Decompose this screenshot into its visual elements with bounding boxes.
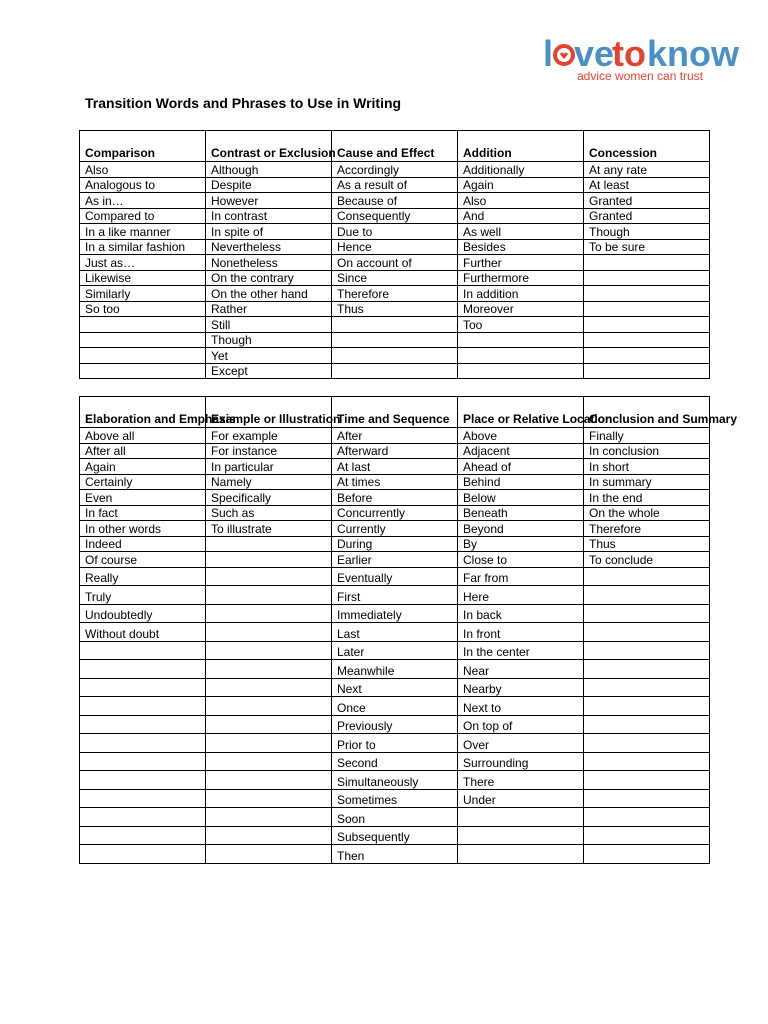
table-cell bbox=[584, 752, 710, 771]
table-row bbox=[80, 771, 710, 790]
table-cell: Due to bbox=[332, 224, 458, 240]
table-cell: For instance bbox=[206, 443, 332, 459]
table-cell bbox=[584, 332, 710, 348]
svg-text:to: to bbox=[612, 33, 646, 74]
table-cell bbox=[80, 363, 206, 379]
table-cell bbox=[584, 363, 710, 379]
transition-table-2 bbox=[79, 396, 738, 864]
table-cell: Though bbox=[206, 332, 332, 348]
table-cell: Nearby bbox=[458, 678, 584, 697]
table-cell bbox=[458, 826, 584, 845]
table-cell bbox=[584, 317, 710, 333]
table-cell bbox=[80, 678, 206, 697]
table-cell bbox=[206, 586, 332, 605]
svg-text:ve: ve bbox=[574, 33, 615, 74]
table-cell bbox=[458, 332, 584, 348]
column-header: Conclusion and Summary bbox=[584, 397, 710, 428]
table-cell: Close to bbox=[458, 552, 584, 568]
table-cell bbox=[80, 660, 206, 679]
table-cell bbox=[80, 826, 206, 845]
table-row bbox=[80, 734, 710, 753]
table-cell bbox=[332, 332, 458, 348]
table-cell bbox=[584, 348, 710, 364]
table-cell bbox=[206, 552, 332, 568]
table-cell: However bbox=[206, 193, 332, 209]
table-cell: Behind bbox=[458, 474, 584, 490]
table-cell: Indeed bbox=[80, 536, 206, 552]
table-cell: Therefore bbox=[584, 521, 710, 537]
column-header: Cause and Effect bbox=[332, 131, 458, 162]
table-cell: On top of bbox=[458, 715, 584, 734]
table-cell: Granted bbox=[584, 193, 710, 209]
table-cell: Just as… bbox=[80, 255, 206, 271]
table-cell: Truly bbox=[80, 586, 206, 605]
table-row bbox=[80, 443, 710, 459]
table-cell: In short bbox=[584, 459, 710, 475]
table-cell: Afterward bbox=[332, 443, 458, 459]
table-cell: In the end bbox=[584, 490, 710, 506]
table-cell: After all bbox=[80, 443, 206, 459]
table-cell: Prior to bbox=[332, 734, 458, 753]
column-header: Contrast or Exclusion bbox=[206, 131, 332, 162]
table-cell: After bbox=[332, 428, 458, 444]
table-cell: Further bbox=[458, 255, 584, 271]
column-header: Time and Sequence bbox=[332, 397, 458, 428]
table-row bbox=[80, 208, 710, 224]
table-cell: Although bbox=[206, 162, 332, 178]
table-row bbox=[80, 641, 710, 660]
table-cell: Subsequently bbox=[332, 826, 458, 845]
svg-text:l: l bbox=[543, 33, 554, 74]
table-cell: Previously bbox=[332, 715, 458, 734]
column-header: Concession bbox=[584, 131, 710, 162]
table-row bbox=[80, 162, 710, 178]
table-cell: First bbox=[332, 586, 458, 605]
table-cell: There bbox=[458, 771, 584, 790]
table-row bbox=[80, 697, 710, 716]
table-cell bbox=[584, 771, 710, 790]
table-cell: Still bbox=[206, 317, 332, 333]
table-cell: Over bbox=[458, 734, 584, 753]
table-cell bbox=[206, 678, 332, 697]
column-header: Addition bbox=[458, 131, 584, 162]
table-cell bbox=[584, 623, 710, 642]
logo-wordmark bbox=[543, 33, 740, 74]
page-title: Transition Words and Phrases to Use in Writing bbox=[85, 95, 402, 111]
table-cell: In a like manner bbox=[80, 224, 206, 240]
table-cell: Immediately bbox=[332, 604, 458, 623]
table-cell bbox=[584, 586, 710, 605]
table-cell: Such as bbox=[206, 505, 332, 521]
table-cell bbox=[584, 734, 710, 753]
table-cell bbox=[584, 567, 710, 586]
table-cell: Without doubt bbox=[80, 623, 206, 642]
table-cell bbox=[206, 845, 332, 864]
table-row bbox=[80, 270, 710, 286]
table-cell bbox=[206, 567, 332, 586]
table-cell: Except bbox=[206, 363, 332, 379]
table-cell: On the contrary bbox=[206, 270, 332, 286]
table-row bbox=[80, 826, 710, 845]
table-cell: Concurrently bbox=[332, 505, 458, 521]
table-cell bbox=[206, 641, 332, 660]
table-cell: In front bbox=[458, 623, 584, 642]
table-cell: Then bbox=[332, 845, 458, 864]
table-cell: In other words bbox=[80, 521, 206, 537]
table-cell: Because of bbox=[332, 193, 458, 209]
table-row bbox=[80, 490, 710, 506]
table-cell: Under bbox=[458, 789, 584, 808]
table-cell bbox=[332, 348, 458, 364]
table-cell: Later bbox=[332, 641, 458, 660]
table-cell bbox=[206, 826, 332, 845]
table-cell: Beyond bbox=[458, 521, 584, 537]
table-cell: At least bbox=[584, 177, 710, 193]
table-row bbox=[80, 808, 710, 827]
table-cell: Besides bbox=[458, 239, 584, 255]
table-cell bbox=[206, 715, 332, 734]
table-cell: Despite bbox=[206, 177, 332, 193]
table-cell bbox=[80, 845, 206, 864]
table-cell: Additionally bbox=[458, 162, 584, 178]
table-cell: For example bbox=[206, 428, 332, 444]
table-cell bbox=[80, 317, 206, 333]
table-cell: Furthermore bbox=[458, 270, 584, 286]
table-row bbox=[80, 567, 710, 586]
table-cell: At last bbox=[332, 459, 458, 475]
table-row bbox=[80, 678, 710, 697]
table-cell bbox=[206, 697, 332, 716]
table-cell: Again bbox=[458, 177, 584, 193]
table-cell bbox=[458, 845, 584, 864]
table-cell: Beneath bbox=[458, 505, 584, 521]
table-cell bbox=[332, 363, 458, 379]
table-cell bbox=[584, 255, 710, 271]
table-cell: In a similar fashion bbox=[80, 239, 206, 255]
table-cell: By bbox=[458, 536, 584, 552]
table-cell bbox=[458, 348, 584, 364]
table-cell: Above all bbox=[80, 428, 206, 444]
table-cell bbox=[584, 301, 710, 317]
table-cell bbox=[206, 789, 332, 808]
table-row bbox=[80, 317, 710, 333]
table-cell: Even bbox=[80, 490, 206, 506]
table-row bbox=[80, 623, 710, 642]
table-cell: Accordingly bbox=[332, 162, 458, 178]
table-cell: Of course bbox=[80, 552, 206, 568]
table-cell: As well bbox=[458, 224, 584, 240]
column-header: Place or Relative Location bbox=[458, 397, 584, 428]
table-cell bbox=[206, 808, 332, 827]
table-cell bbox=[206, 536, 332, 552]
table-cell: At any rate bbox=[584, 162, 710, 178]
table-cell: Undoubtedly bbox=[80, 604, 206, 623]
table-cell bbox=[80, 789, 206, 808]
table-cell bbox=[80, 715, 206, 734]
table-cell: Finally bbox=[584, 428, 710, 444]
table-row bbox=[80, 193, 710, 209]
table-header-row bbox=[80, 131, 710, 162]
table-cell: To illustrate bbox=[206, 521, 332, 537]
table-cell bbox=[584, 808, 710, 827]
table-cell: In addition bbox=[458, 286, 584, 302]
table-cell: Near bbox=[458, 660, 584, 679]
table-cell: Below bbox=[458, 490, 584, 506]
table-cell: Surrounding bbox=[458, 752, 584, 771]
table-cell: Though bbox=[584, 224, 710, 240]
table-cell bbox=[332, 317, 458, 333]
table-row bbox=[80, 586, 710, 605]
table-cell bbox=[80, 752, 206, 771]
table-cell: Last bbox=[332, 623, 458, 642]
table-cell: Soon bbox=[332, 808, 458, 827]
table-cell: Rather bbox=[206, 301, 332, 317]
table-cell: Nevertheless bbox=[206, 239, 332, 255]
table-cell bbox=[80, 697, 206, 716]
table-cell: On account of bbox=[332, 255, 458, 271]
table-cell bbox=[584, 641, 710, 660]
column-header: Example or Illustration bbox=[206, 397, 332, 428]
svg-text:know: know bbox=[647, 33, 740, 74]
table-cell: Consequently bbox=[332, 208, 458, 224]
table-cell: Nonetheless bbox=[206, 255, 332, 271]
table-row bbox=[80, 536, 710, 552]
table-row bbox=[80, 348, 710, 364]
table-cell bbox=[206, 771, 332, 790]
table-cell bbox=[80, 332, 206, 348]
table-cell: Next to bbox=[458, 697, 584, 716]
table-cell: In summary bbox=[584, 474, 710, 490]
table-cell: Too bbox=[458, 317, 584, 333]
table-cell bbox=[584, 715, 710, 734]
table-row bbox=[80, 474, 710, 490]
table-cell bbox=[206, 623, 332, 642]
table-cell: In conclusion bbox=[584, 443, 710, 459]
table-cell: Meanwhile bbox=[332, 660, 458, 679]
table-cell: So too bbox=[80, 301, 206, 317]
table-cell: Next bbox=[332, 678, 458, 697]
table-cell bbox=[584, 697, 710, 716]
table-row bbox=[80, 789, 710, 808]
table-cell: Before bbox=[332, 490, 458, 506]
table-cell: In particular bbox=[206, 459, 332, 475]
table-cell: Hence bbox=[332, 239, 458, 255]
table-cell: At times bbox=[332, 474, 458, 490]
table-cell: In spite of bbox=[206, 224, 332, 240]
table-cell: Also bbox=[458, 193, 584, 209]
table-row bbox=[80, 363, 710, 379]
table-cell: As a result of bbox=[332, 177, 458, 193]
table-row bbox=[80, 428, 710, 444]
table-cell bbox=[206, 604, 332, 623]
table-cell: Analogous to bbox=[80, 177, 206, 193]
table-cell bbox=[584, 789, 710, 808]
table-cell: Eventually bbox=[332, 567, 458, 586]
table-cell: On the other hand bbox=[206, 286, 332, 302]
table-cell bbox=[80, 348, 206, 364]
table-cell: Ahead of bbox=[458, 459, 584, 475]
table-cell bbox=[584, 845, 710, 864]
table-cell bbox=[584, 604, 710, 623]
table-cell: To be sure bbox=[584, 239, 710, 255]
table-cell: Far from bbox=[458, 567, 584, 586]
heart-o-icon bbox=[555, 46, 573, 64]
table-cell: In contrast bbox=[206, 208, 332, 224]
table-row bbox=[80, 255, 710, 271]
table-cell: Earlier bbox=[332, 552, 458, 568]
table-cell: Thus bbox=[332, 301, 458, 317]
table-cell bbox=[80, 641, 206, 660]
table-row bbox=[80, 459, 710, 475]
table-cell: Again bbox=[80, 459, 206, 475]
table-cell: Currently bbox=[332, 521, 458, 537]
logo-tagline: advice women can trust bbox=[577, 69, 704, 83]
table-cell: Since bbox=[332, 270, 458, 286]
table-row bbox=[80, 752, 710, 771]
table-cell bbox=[584, 660, 710, 679]
table-row bbox=[80, 660, 710, 679]
table-cell bbox=[206, 660, 332, 679]
table-cell: During bbox=[332, 536, 458, 552]
table-row bbox=[80, 177, 710, 193]
table-cell: Therefore bbox=[332, 286, 458, 302]
table-cell: Certainly bbox=[80, 474, 206, 490]
table-row bbox=[80, 521, 710, 537]
table-cell: In back bbox=[458, 604, 584, 623]
table-cell: Here bbox=[458, 586, 584, 605]
table-row bbox=[80, 505, 710, 521]
table-cell: Specifically bbox=[206, 490, 332, 506]
table-cell: On the whole bbox=[584, 505, 710, 521]
table-cell: Thus bbox=[584, 536, 710, 552]
table-cell: Yet bbox=[206, 348, 332, 364]
table-row bbox=[80, 604, 710, 623]
table-cell: Likewise bbox=[80, 270, 206, 286]
table-cell: Above bbox=[458, 428, 584, 444]
table-row bbox=[80, 286, 710, 302]
table-cell: As in… bbox=[80, 193, 206, 209]
table-cell: Namely bbox=[206, 474, 332, 490]
table-cell bbox=[206, 734, 332, 753]
table-cell: In fact bbox=[80, 505, 206, 521]
table-row bbox=[80, 845, 710, 864]
table-cell bbox=[584, 286, 710, 302]
table-header-row bbox=[80, 397, 710, 428]
table-cell bbox=[584, 678, 710, 697]
table-cell: To conclude bbox=[584, 552, 710, 568]
table-row bbox=[80, 332, 710, 348]
brand-logo bbox=[543, 33, 740, 84]
table-row bbox=[80, 301, 710, 317]
table-cell: Also bbox=[80, 162, 206, 178]
table-cell bbox=[206, 752, 332, 771]
table-cell: Granted bbox=[584, 208, 710, 224]
table-cell: Once bbox=[332, 697, 458, 716]
table-row bbox=[80, 715, 710, 734]
table-cell bbox=[584, 270, 710, 286]
table-cell: Adjacent bbox=[458, 443, 584, 459]
table-row bbox=[80, 552, 710, 568]
table-cell bbox=[584, 826, 710, 845]
table-cell: Similarly bbox=[80, 286, 206, 302]
table-cell bbox=[80, 771, 206, 790]
table-cell: Really bbox=[80, 567, 206, 586]
column-header: Comparison bbox=[80, 131, 206, 162]
table-cell: Compared to bbox=[80, 208, 206, 224]
table-cell bbox=[458, 363, 584, 379]
table-row bbox=[80, 239, 710, 255]
table-cell bbox=[80, 734, 206, 753]
table-cell: Second bbox=[332, 752, 458, 771]
transition-table-1 bbox=[79, 130, 710, 379]
table-cell: In the center bbox=[458, 641, 584, 660]
table-cell: Sometimes bbox=[332, 789, 458, 808]
table-cell: Simultaneously bbox=[332, 771, 458, 790]
table-cell: Moreover bbox=[458, 301, 584, 317]
table-cell bbox=[458, 808, 584, 827]
column-header: Elaboration and Emphasis bbox=[80, 397, 206, 428]
table-cell bbox=[80, 808, 206, 827]
table-row bbox=[80, 224, 710, 240]
table-cell: And bbox=[458, 208, 584, 224]
